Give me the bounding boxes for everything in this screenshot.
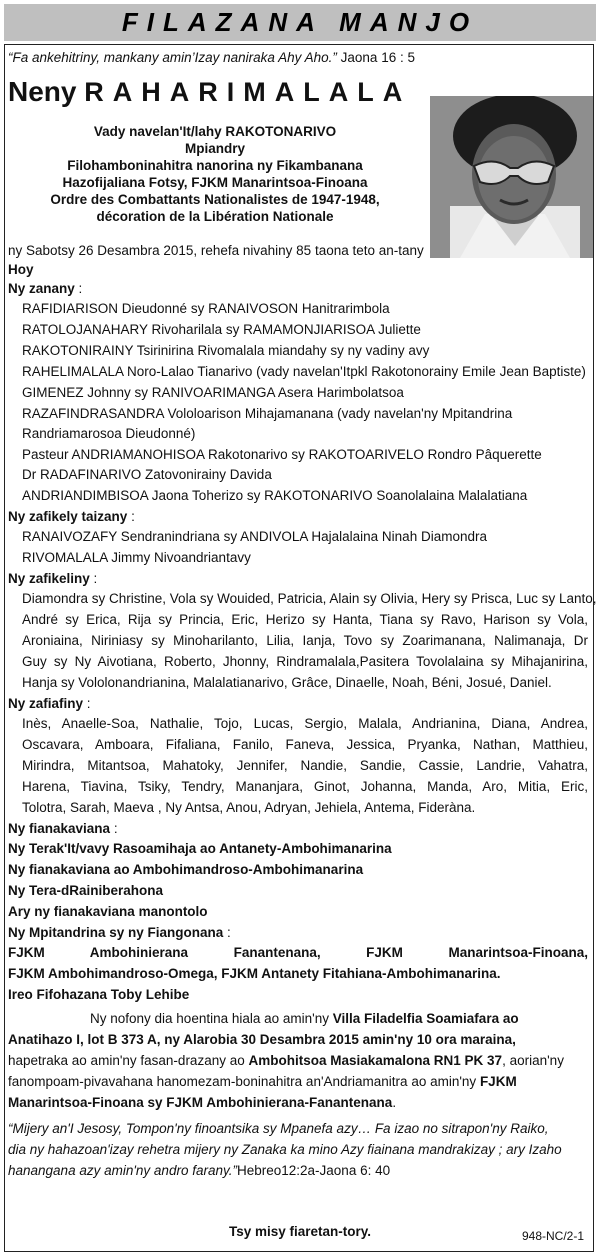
- header-banner: [4, 4, 596, 41]
- pastors-line-2: FJKM Ambohimandroso-Omega, FJKM Antanety Fitahiana-Ambohimanarina.: [8, 966, 501, 981]
- title-line-3: Filohamboninahitra nanorina ny Fikambanana: [67, 158, 363, 173]
- closing-verse-line: dia ny hahazoan'izay rehetra mijery ny Zanaka ka mino Azy fiainana mandrakizay ; ary Izaho: [8, 1142, 562, 1157]
- grandchildren-line: Diamondra sy Christine, Vola sy Wouided, Patricia, Alain sy Olivia, Hery sy Prisca, Luc sy Lanto,: [22, 591, 597, 606]
- church-name: FJKM: [479, 1074, 517, 1089]
- name-surname: RAHARIMALALA: [84, 77, 412, 107]
- child-item: GIMENEZ Johnny sy RANIVOARIMANGA Asera Harimbolatsoa: [22, 385, 404, 400]
- child-item: RATOLOJANAHARY Rivoharilala sy RAMAMONJIARISOA Juliette: [22, 322, 421, 337]
- portrait-photo-icon: [430, 96, 593, 258]
- children-heading: Ny zanany :: [8, 281, 83, 296]
- deceased-name: [8, 76, 411, 108]
- funeral-line-4: [8, 1074, 517, 1089]
- funeral-line-5: [8, 1095, 396, 1110]
- nephew-item: RIVOMALALA Jimmy Nivoandriantavy: [22, 550, 251, 565]
- child-item: Dr RADAFINARIVO Zatovonirainy Davida: [22, 467, 272, 482]
- child-item: RAZAFINDRASANDRA Vololoarison Mihajamanana (vady navelan'ny Mpitandrina: [22, 406, 513, 421]
- greatgrandchildren-line: Harena, Tiavina, Tsiky, Tendry, Mananjara, Ginot, Johanna, Manda, Aro, Mitia, Eric,: [22, 779, 588, 794]
- notice-code: 948-NC/2-1: [522, 1229, 585, 1243]
- grandchildren-line: Hanja sy Vololonandrianina, Malalatianarivo, Grâce, Dinaelle, Noah, Béni, Josué, Daniel.: [22, 675, 552, 690]
- pastors-line-3: Ireo Fifohazana Toby Lehibe: [8, 987, 190, 1002]
- closing-note: Tsy misy fiaretan-tory.: [228, 1224, 372, 1239]
- portrait-photo: [430, 96, 593, 258]
- pastors-line-1: FJKM Ambohinierana Fanantenana, FJKM Manarintsoa-Finoana,: [8, 945, 588, 960]
- relative-item: Ny Tera-dRainiberahona: [8, 883, 164, 898]
- relative-item: Ny Terak'It/vavy Rasoamihaja ao Antanety-Ambohimanarina: [8, 841, 392, 856]
- death-notice: ny Sabotsy 26 Desambra 2015, rehefa nivahiny 85 taona teto an-tany: [8, 243, 424, 258]
- relative-item: Ny fianakaviana ao Ambohimandroso-Ambohimanarina: [8, 862, 364, 877]
- greatgrandchildren-line: Tolotra, Sarah, Maeva , Ny Antsa, Anou, Adryan, Jehiela, Antema, Fideràna.: [22, 800, 476, 815]
- child-item: ANDRIANDIMBISOA Jaona Toherizo sy RAKOTONARIVO Soanolalaina Malalatiana: [22, 488, 528, 503]
- closing-verse-text: hanangana azy amin'ny andro farany.”: [8, 1163, 237, 1178]
- nephews-heading: Ny zafikely taizany :: [8, 509, 135, 524]
- grandchildren-heading-label: Ny zafikeliny: [8, 571, 90, 586]
- opening-verse-ref: Jaona 16 : 5: [336, 50, 415, 65]
- greatgrandchildren-heading: Ny zafiafiny :: [8, 696, 91, 711]
- relative-item: Ary ny fianakaviana manontolo: [8, 904, 208, 919]
- greatgrandchildren-line: Oscavara, Amboara, Fifaliana, Fanilo, Faneva, Jessica, Pryanka, Nathan, Matthieu,: [22, 737, 588, 752]
- nephew-item: RANAIVOZAFY Sendranindriana sy ANDIVOLA Hajalalaina Ninah Diamondra: [22, 529, 487, 544]
- name-prefix: Neny: [8, 76, 85, 107]
- header-title: FILAZANA MANJO: [121, 7, 479, 37]
- title-line-1: Vady navelan'It/lahy RAKOTONARIVO: [93, 124, 337, 139]
- funeral-text: .: [392, 1095, 397, 1110]
- funeral-text: Ny nofony dia hoentina hiala ao amin'ny: [90, 1011, 333, 1026]
- child-item: RAHELIMALALA Noro-Lalao Tianarivo (vady navelan'Itpkl Rakotonorainy Emile Jean Baptiste): [22, 364, 586, 379]
- greatgrandchildren-heading-label: Ny zafiafiny: [8, 696, 84, 711]
- greatgrandchildren-line: Inès, Anaelle-Soa, Nathalie, Tojo, Lucas, Sergio, Malala, Andrianina, Diana, Andrea,: [22, 716, 588, 731]
- closing-verse-ref: Hebreo12:2a-Jaona 6: 40: [236, 1163, 391, 1178]
- funeral-text: , aorian'ny: [502, 1053, 564, 1068]
- pastors-heading: Ny Mpitandrina sy ny Fiangonana :: [8, 925, 231, 940]
- child-item: RAKOTONIRAINY Tsirinirina Rivomalala miandahy sy ny vadiny avy: [22, 343, 430, 358]
- opening-verse: [8, 50, 415, 65]
- funeral-place: Villa Filadelfia Soamiafara ao: [332, 1011, 519, 1026]
- children-heading-label: Ny zanany: [8, 281, 75, 296]
- grandchildren-line: Aroniaina, Niriniasy sy Minoharilanto, Lilia, Ianja, Tovo sy Zoarimanana, Nalimanaja, Dr: [22, 633, 588, 648]
- burial-place: Ambohitsoa Masiakamalona RN1 PK 37: [248, 1053, 503, 1068]
- nephews-heading-label: Ny zafikely taizany: [8, 509, 128, 524]
- title-line-4: Hazofijaliana Fotsy, FJKM Manarintsoa-Finoana: [62, 175, 368, 190]
- closing-verse-line: “Mijery an'I Jesosy, Tompon'ny finoantsika sy Mpanefa azy… Fa izao no sitrapon'ny Raiko,: [8, 1121, 549, 1136]
- funeral-line-2: Anatihazo I, lot B 373 A, ny Alarobia 30 Desambra 2015 amin'ny 10 ora maraina,: [8, 1032, 516, 1047]
- hoy-label: Hoy: [8, 262, 34, 277]
- closing-verse-last: [8, 1163, 390, 1178]
- grandchildren-line: Guy sy Ny Aivotiana, Roberto, Jhonny, Rindramalala,Pasitera Tovolalaina sy Mihajanirina,: [22, 654, 588, 669]
- church-names: Manarintsoa-Finoana sy FJKM Ambohinierana-Fanantenana: [8, 1095, 393, 1110]
- relatives-heading-label: Ny fianakaviana: [8, 821, 111, 836]
- grandchildren-line: André sy Erica, Rija sy Princia, Eric, Herizo sy Hanta, Tiana sy Ravo, Harison sy Vola,: [22, 612, 588, 627]
- child-item: Randriamarosoa Dieudonné): [22, 426, 196, 441]
- funeral-line-3: [8, 1053, 564, 1068]
- child-item: RAFIDIARISON Dieudonné sy RANAIVOSON Hanitrarimbola: [22, 301, 390, 316]
- child-item: Pasteur ANDRIAMANOHISOA Rakotonarivo sy RAKOTOARIVELO Rondro Pâquerette: [22, 447, 542, 462]
- funeral-line-1: [90, 1011, 519, 1026]
- grandchildren-heading: Ny zafikeliny :: [8, 571, 98, 586]
- title-line-5: Ordre des Combattants Nationalistes de 1947-1948,: [50, 192, 380, 207]
- opening-verse-text: “Fa ankehitriny, mankany amin’Izay naniraka Ahy Aho.”: [8, 50, 337, 65]
- funeral-text: fanompoam-pivavahana hanomezam-boninahitra an'Andriamanitra ao amin'ny: [8, 1074, 480, 1089]
- funeral-text: hapetraka ao amin'ny fasan-drazany ao: [8, 1053, 249, 1068]
- relatives-heading: Ny fianakaviana :: [8, 821, 118, 836]
- title-line-6: décoration de la Libération Nationale: [96, 209, 334, 224]
- greatgrandchildren-line: Mirindra, Mitantsoa, Mahatoky, Jennifer, Nandie, Sandie, Cassie, Landrie, Vahatra,: [22, 758, 588, 773]
- title-line-2: Mpiandry: [184, 141, 245, 156]
- pastors-heading-label: Ny Mpitandrina sy ny Fiangonana: [8, 925, 224, 940]
